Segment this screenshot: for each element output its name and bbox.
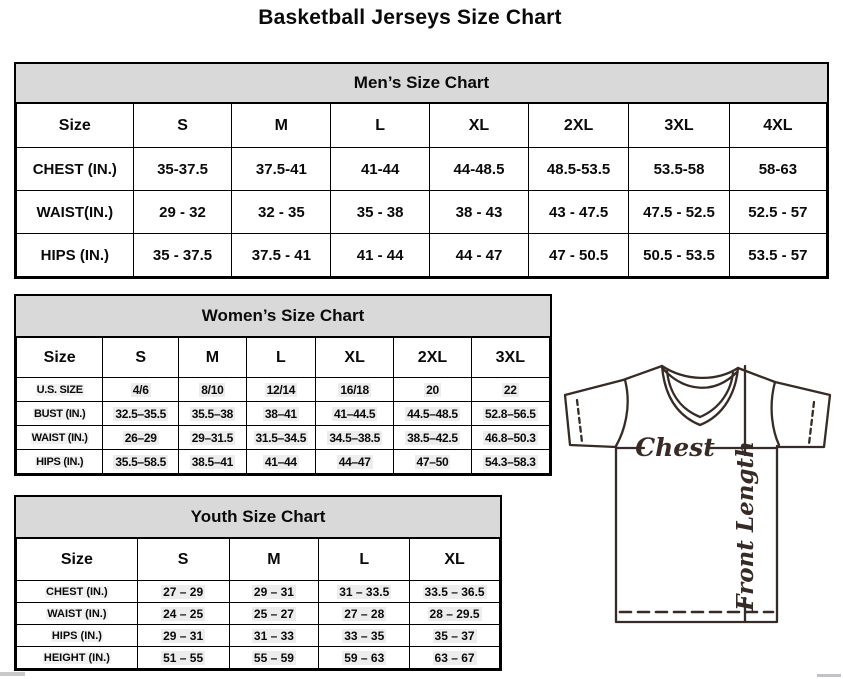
jersey-diagram <box>560 360 840 630</box>
size-header-row <box>17 539 500 581</box>
horizontal-scrollbar-fragment-right[interactable] <box>817 674 841 677</box>
womens-size-chart <box>14 294 552 476</box>
page-title: Basketball Jerseys Size Chart <box>258 6 562 29</box>
table-row <box>17 603 500 625</box>
size-value-cell: 53.5 - 57 <box>729 234 826 277</box>
size-value-cell: 50.5 - 53.5 <box>629 234 729 277</box>
mens-size-chart <box>14 62 829 279</box>
size-value-cell: 46.8–50.3 <box>471 426 549 450</box>
size-value-cell: 53.5-58 <box>629 148 729 191</box>
size-value-cell: 31 – 33 <box>229 625 319 647</box>
row-label: U.S. SIZE <box>17 378 103 402</box>
col-header: 3XL <box>629 104 729 148</box>
size-value-cell: 12/14 <box>246 378 315 402</box>
col-header: XL <box>315 338 393 378</box>
table-row <box>17 234 827 277</box>
size-value-cell: 29–31.5 <box>179 426 247 450</box>
size-value-cell: 8/10 <box>179 378 247 402</box>
col-header: S <box>133 104 232 148</box>
size-value-cell: 44 - 47 <box>430 234 529 277</box>
size-value-cell: 63 – 67 <box>410 647 500 669</box>
right-cuff-seam <box>809 402 814 444</box>
size-value-cell: 44–47 <box>315 450 393 474</box>
womens-size-table <box>16 337 550 474</box>
size-value-cell: 41-44 <box>331 148 430 191</box>
size-value-cell: 33.5 – 36.5 <box>410 581 500 603</box>
size-value-cell: 35.5–58.5 <box>103 450 179 474</box>
size-value-cell: 26–29 <box>103 426 179 450</box>
size-value-cell: 44-48.5 <box>430 148 529 191</box>
chest-label: Chest <box>635 433 715 462</box>
col-header: M <box>179 338 247 378</box>
size-value-cell: 37.5 - 41 <box>232 234 331 277</box>
row-label: CHEST (IN.) <box>17 581 138 603</box>
col-header: S <box>103 338 179 378</box>
col-header: XL <box>410 539 500 581</box>
size-value-cell: 38.5–41 <box>179 450 247 474</box>
table-row <box>17 148 827 191</box>
size-header-row <box>17 104 827 148</box>
youth-size-table <box>16 538 500 669</box>
size-value-cell: 16/18 <box>315 378 393 402</box>
row-label: BUST (IN.) <box>17 402 103 426</box>
size-value-cell: 20 <box>394 378 471 402</box>
col-header: M <box>232 104 331 148</box>
table-row <box>17 378 550 402</box>
row-label: HIPS (IN.) <box>17 450 103 474</box>
row-label: CHEST (IN.) <box>17 148 134 191</box>
size-value-cell: 48.5-53.5 <box>528 148 628 191</box>
table-row <box>17 191 827 234</box>
size-value-cell: 41 - 44 <box>331 234 430 277</box>
size-value-cell: 31 – 33.5 <box>319 581 410 603</box>
col-header: 4XL <box>729 104 826 148</box>
mens-chart-title: Men’s Size Chart <box>16 64 827 103</box>
size-value-cell: 59 – 63 <box>319 647 410 669</box>
row-label: WAIST (IN.) <box>17 603 138 625</box>
horizontal-scrollbar-fragment-left[interactable] <box>0 672 25 676</box>
right-armscye <box>772 382 779 445</box>
size-value-cell: 27 – 29 <box>137 581 229 603</box>
size-value-cell: 47–50 <box>394 450 471 474</box>
size-value-cell: 35-37.5 <box>133 148 232 191</box>
size-value-cell: 54.3–58.3 <box>471 450 549 474</box>
size-value-cell: 52.5 - 57 <box>729 191 826 234</box>
row-label: HEIGHT (IN.) <box>17 647 138 669</box>
size-value-cell: 34.5–38.5 <box>315 426 393 450</box>
table-row <box>17 647 500 669</box>
col-header: 3XL <box>471 338 549 378</box>
col-header: Size <box>17 104 134 148</box>
col-header: 2XL <box>528 104 628 148</box>
size-value-cell: 22 <box>471 378 549 402</box>
size-value-cell: 37.5-41 <box>232 148 331 191</box>
size-value-cell: 47 - 50.5 <box>528 234 628 277</box>
size-value-cell: 24 – 25 <box>137 603 229 625</box>
size-value-cell: 58-63 <box>729 148 826 191</box>
size-value-cell: 38–41 <box>246 402 315 426</box>
col-header: S <box>137 539 229 581</box>
row-label: WAIST (IN.) <box>17 426 103 450</box>
size-value-cell: 41–44 <box>246 450 315 474</box>
size-value-cell: 43 - 47.5 <box>528 191 628 234</box>
size-value-cell: 25 – 27 <box>229 603 319 625</box>
right-sleeve <box>738 368 830 447</box>
size-value-cell: 33 – 35 <box>319 625 410 647</box>
size-value-cell: 4/6 <box>103 378 179 402</box>
size-value-cell: 51 – 55 <box>137 647 229 669</box>
col-header: M <box>229 539 319 581</box>
size-value-cell: 32 - 35 <box>232 191 331 234</box>
row-label: HIPS (IN.) <box>17 234 134 277</box>
size-value-cell: 32.5–35.5 <box>103 402 179 426</box>
row-label: HIPS (IN.) <box>17 625 138 647</box>
size-value-cell: 41–44.5 <box>315 402 393 426</box>
youth-size-chart <box>14 495 502 671</box>
size-value-cell: 35 - 38 <box>331 191 430 234</box>
size-value-cell: 47.5 - 52.5 <box>629 191 729 234</box>
table-row <box>17 581 500 603</box>
front-length-label: Front Length <box>732 441 759 611</box>
size-header-row <box>17 338 550 378</box>
table-row <box>17 625 500 647</box>
size-value-cell: 38.5–42.5 <box>394 426 471 450</box>
left-armscye <box>616 380 628 446</box>
size-value-cell: 29 – 31 <box>229 581 319 603</box>
col-header: L <box>319 539 410 581</box>
col-header: L <box>331 104 430 148</box>
size-value-cell: 29 - 32 <box>133 191 232 234</box>
size-value-cell: 52.8–56.5 <box>471 402 549 426</box>
size-value-cell: 35 - 37.5 <box>133 234 232 277</box>
left-cuff-seam <box>577 400 582 442</box>
table-row <box>17 450 550 474</box>
size-value-cell: 31.5–34.5 <box>246 426 315 450</box>
size-value-cell: 38 - 43 <box>430 191 529 234</box>
womens-chart-title: Women’s Size Chart <box>16 296 550 337</box>
col-header: Size <box>17 338 103 378</box>
collar-arc-outer <box>662 366 738 378</box>
mens-size-table <box>16 103 827 277</box>
youth-chart-title: Youth Size Chart <box>16 497 500 538</box>
table-row <box>17 426 550 450</box>
size-value-cell: 44.5–48.5 <box>394 402 471 426</box>
size-value-cell: 55 – 59 <box>229 647 319 669</box>
size-value-cell: 29 – 31 <box>137 625 229 647</box>
size-value-cell: 35 – 37 <box>410 625 500 647</box>
table-row <box>17 402 550 426</box>
size-value-cell: 28 – 29.5 <box>410 603 500 625</box>
col-header: Size <box>17 539 138 581</box>
col-header: 2XL <box>394 338 471 378</box>
row-label: WAIST(IN.) <box>17 191 134 234</box>
size-value-cell: 27 – 28 <box>319 603 410 625</box>
col-header: L <box>246 338 315 378</box>
col-header: XL <box>430 104 529 148</box>
size-value-cell: 35.5–38 <box>179 402 247 426</box>
